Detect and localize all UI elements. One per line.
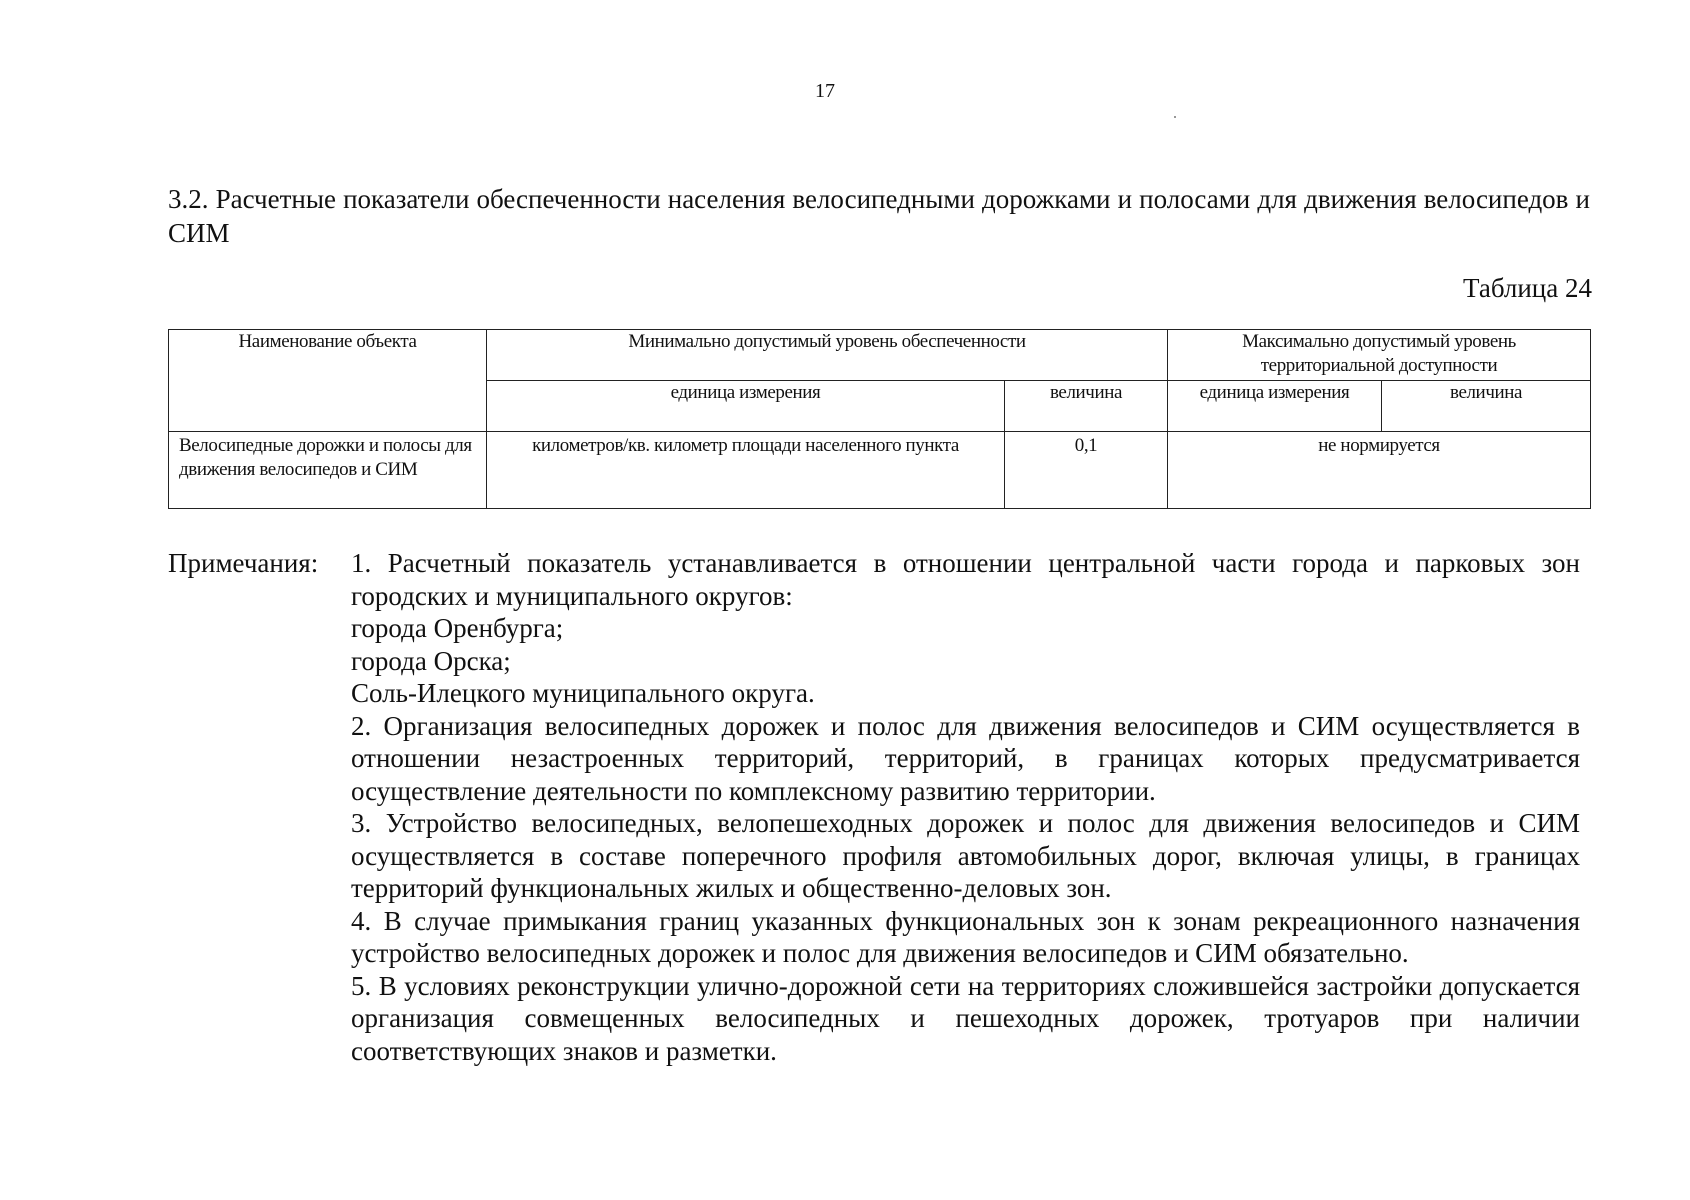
page-number: 17: [815, 80, 835, 102]
header-min-value: величина: [1005, 381, 1168, 432]
notes-list: [351, 547, 1580, 1067]
scan-artifact-dot: [1174, 116, 1176, 118]
note-1-city-2: города Орска;: [351, 645, 511, 676]
header-min-unit: единица измерения: [487, 381, 1005, 432]
norms-table: [168, 329, 1591, 509]
row-min-value: 0,1: [1005, 432, 1168, 509]
row-max-text: не нормируется: [1168, 432, 1591, 509]
row-min-unit: километров/кв. километр площади населенного пункта: [487, 432, 1005, 509]
header-max-value: величина: [1382, 381, 1591, 432]
note-1: 1. Расчетный показатель устанавливается в отношении центральной части города и парковых зон городских и муниципального округов:: [351, 548, 1580, 611]
section-heading: 3.2. Расчетные показатели обеспеченности населения велосипедными дорожками и полосами для движения велосипедов и СИМ: [168, 184, 1590, 248]
note-3: 3. Устройство велосипедных, велопешеходных дорожек и полос для движения велосипедов и СИМ осуществляется в составе поперечного профиля автомобильных дорог, включая улицы, в границах территорий функциональных жилых и общественно-деловых зон.: [351, 808, 1580, 903]
header-object-name: Наименование объекта: [169, 330, 487, 432]
header-max-unit: единица измерения: [1168, 381, 1382, 432]
row-object-name: Велосипедные дорожки и полосы для движения велосипедов и СИМ: [169, 432, 487, 509]
note-1-district: Соль-Илецкого муниципального округа.: [351, 678, 815, 708]
header-max-level: Максимально допустимый уровень территориальной доступности: [1168, 330, 1591, 381]
header-min-level: Минимально допустимый уровень обеспеченности: [487, 330, 1168, 381]
note-2: 2. Организация велосипедных дорожек и полос для движения велосипедов и СИМ осуществляется в отношении незастроенных территорий, территорий, в границах которых предусматривается осуществление деятельности по комплексному развитию территории.: [351, 710, 1580, 806]
table-row: [169, 432, 1591, 509]
note-1-city-1: города Оренбурга;: [351, 613, 564, 643]
table-caption: Таблица 24: [1463, 273, 1592, 303]
note-5: 5. В условиях реконструкции улично-дорожной сети на территориях сложившейся застройки допускается организация совмещенных велосипедных и пешеходных дорожек, тротуаров при наличии соответствующих знаков и разметки.: [351, 970, 1580, 1066]
note-4: 4. В случае примыкания границ указанных функциональных зон к зонам рекреационного назначения устройство велосипедных дорожек и полос для движения велосипедов и СИМ обязательно.: [351, 905, 1580, 968]
notes-label: Примечания:: [168, 548, 319, 578]
